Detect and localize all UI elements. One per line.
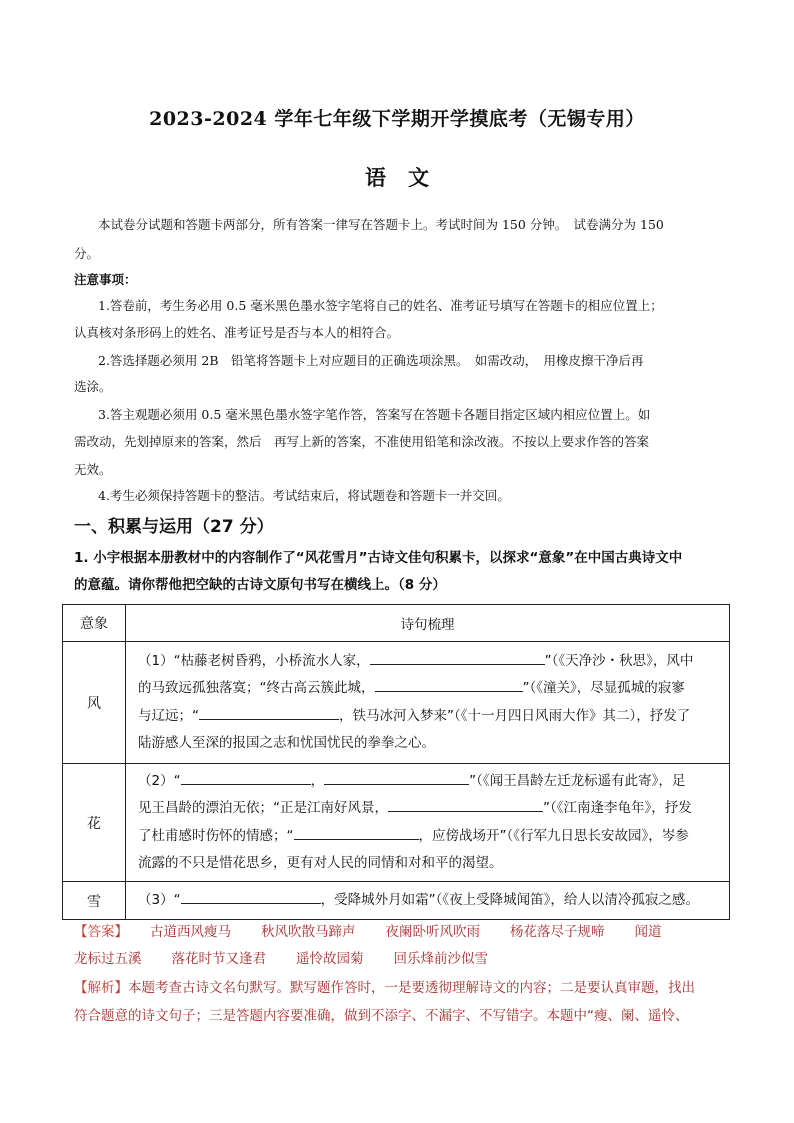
answer-item: 落花时节又逢君 xyxy=(171,951,266,967)
notice-item-4 xyxy=(74,481,724,510)
notice-item-3 xyxy=(74,400,724,429)
analysis-text-1: 本题考查古诗文名句默写。默写题作答时，一是要透彻理解诗文的内容；二是要认真审题，找出 xyxy=(128,980,695,996)
notice-item-3-text: 3.答主观题必须用 0.5 毫米黑色墨水签字笔作答，答案写在答题卡各题目指定区域内相应位置上。如 xyxy=(98,407,651,422)
blank-6[interactable] xyxy=(388,796,543,812)
analysis-tag: 【解析】 xyxy=(74,980,128,996)
poem-table xyxy=(62,604,730,920)
notice-item-1-text: 1.答卷前，考生务必用 0.5 毫米黑色墨水签字笔将自己的姓名、准考证号填写在答题卡的相应位置上； xyxy=(98,298,663,313)
intro-text-1: 本试卷分试题和答题卡两部分，所有答案一律写在答题卡上。考试时间为 150 分钟。 试卷满分为 150 xyxy=(98,217,664,232)
notice-item-1-cont: 认真核对条形码上的姓名、准考证号是否与本人的相符合。 xyxy=(74,325,400,340)
answer-item: 遥怜故园菊 xyxy=(296,951,364,967)
analysis-line-1 xyxy=(74,974,724,1002)
answer-item: 古道西风瘦马 xyxy=(150,924,231,940)
notice-item-3-end: 无效。 xyxy=(74,462,112,477)
answer-item: 龙标过五溪 xyxy=(74,951,142,967)
notice-item-2-text: 2.答选择题必须用 2B 铅笔将答题卡上对应题目的正确选项涂黑。 如需改动， 用橡皮擦干净后再 xyxy=(98,353,644,368)
section-heading: 一、积累与运用（27 分） xyxy=(74,517,274,537)
image-snow: 雪 xyxy=(63,882,126,920)
intro-line-2: 分。 xyxy=(74,246,100,261)
answer-item: 杨花落尽子规啼 xyxy=(510,924,605,940)
answer-item: 秋风吹散马蹄声 xyxy=(261,924,356,940)
blank-7[interactable] xyxy=(294,824,419,840)
answer-item: 夜阑卧听风吹雨 xyxy=(385,924,480,940)
answer-line-1 xyxy=(74,918,724,946)
notice-item-2-cont: 选涂。 xyxy=(74,379,112,394)
intro-line-1 xyxy=(74,210,724,239)
question-1 xyxy=(74,545,734,599)
answer-tag: 【答案】 xyxy=(74,924,128,940)
notice-item-4-text: 4.考生必须保持答题卡的整洁。考试结束后，将试题卷和答题卡一并交回。 xyxy=(98,488,510,503)
analysis-line-2: 符合题意的诗文句子；三是答题内容要准确，做到不添字、不漏字、不写错字。本题中“瘦、阑、遥怜、 xyxy=(74,1008,689,1024)
blank-2[interactable] xyxy=(375,676,523,692)
blank-3[interactable] xyxy=(199,704,339,720)
answer-line-2 xyxy=(74,945,724,973)
notice-item-1 xyxy=(74,291,724,320)
blank-8[interactable] xyxy=(181,888,321,904)
blank-1[interactable] xyxy=(370,649,545,665)
notice-item-2 xyxy=(74,346,724,375)
blank-4[interactable] xyxy=(181,769,311,785)
poems-flower: （2）“ ， ”（《闻王昌龄左迁龙标遥有此寄》，足 见王昌龄的漂泊无依；“正是江南好风景， ”（《江南逢李龟年》，抒发 了杜甫感时伤怀的情感；“ ，应傍战场开”（《行军九日思长安故园》，岑参 流露的不只是惜花思乡，更有对人民的同情和对和平的渴望。 xyxy=(126,764,730,882)
exam-title: 2023-2024 学年七年级下学期开学摸底考（无锡专用） xyxy=(149,108,645,130)
answer-item: 闻道 xyxy=(634,924,662,940)
header-poems: 诗句梳理 xyxy=(126,605,730,642)
notice-heading: 注意事项： xyxy=(74,272,137,287)
image-wind: 风 xyxy=(63,642,126,764)
question-1-line-2: 的意蕴。请你帮他把空缺的古诗文原句书写在横线上。（8 分） xyxy=(74,577,446,593)
header-image: 意象 xyxy=(63,605,126,642)
answer-item: 回乐烽前沙似雪 xyxy=(393,951,488,967)
subject-title: 语文 xyxy=(365,165,451,190)
notice-item-3-cont: 需改动，先划掉原来的答案，然后 再写上新的答案，不准使用铅笔和涂改液。不按以上要求作答的答案 xyxy=(74,434,650,449)
image-flower: 花 xyxy=(63,764,126,882)
poems-snow: （3）“ ，受降城外月如霜”（《夜上受降城闻笛》，给人以清冷孤寂之感。 xyxy=(126,882,730,920)
poems-wind: （1）“枯藤老树昏鸦，小桥流水人家， ”（《天净沙・秋思》，风中 的马致远孤独落寞；“终古高云簇此城， ”（《潼关》，尽显孤城的寂寥 与辽远；“ ，铁马冰河入梦来”（《十一月四日风雨大作》其二），抒发了 陆游感人至深的报国之志和忧国忧民的拳拳之心。 xyxy=(126,642,730,764)
question-1-line-1: 1. 小宇根据本册教材中的内容制作了“风花雪月”古诗文佳句积累卡，以探求“意象”在中国古典诗文中 xyxy=(74,550,683,566)
blank-5[interactable] xyxy=(324,769,469,785)
